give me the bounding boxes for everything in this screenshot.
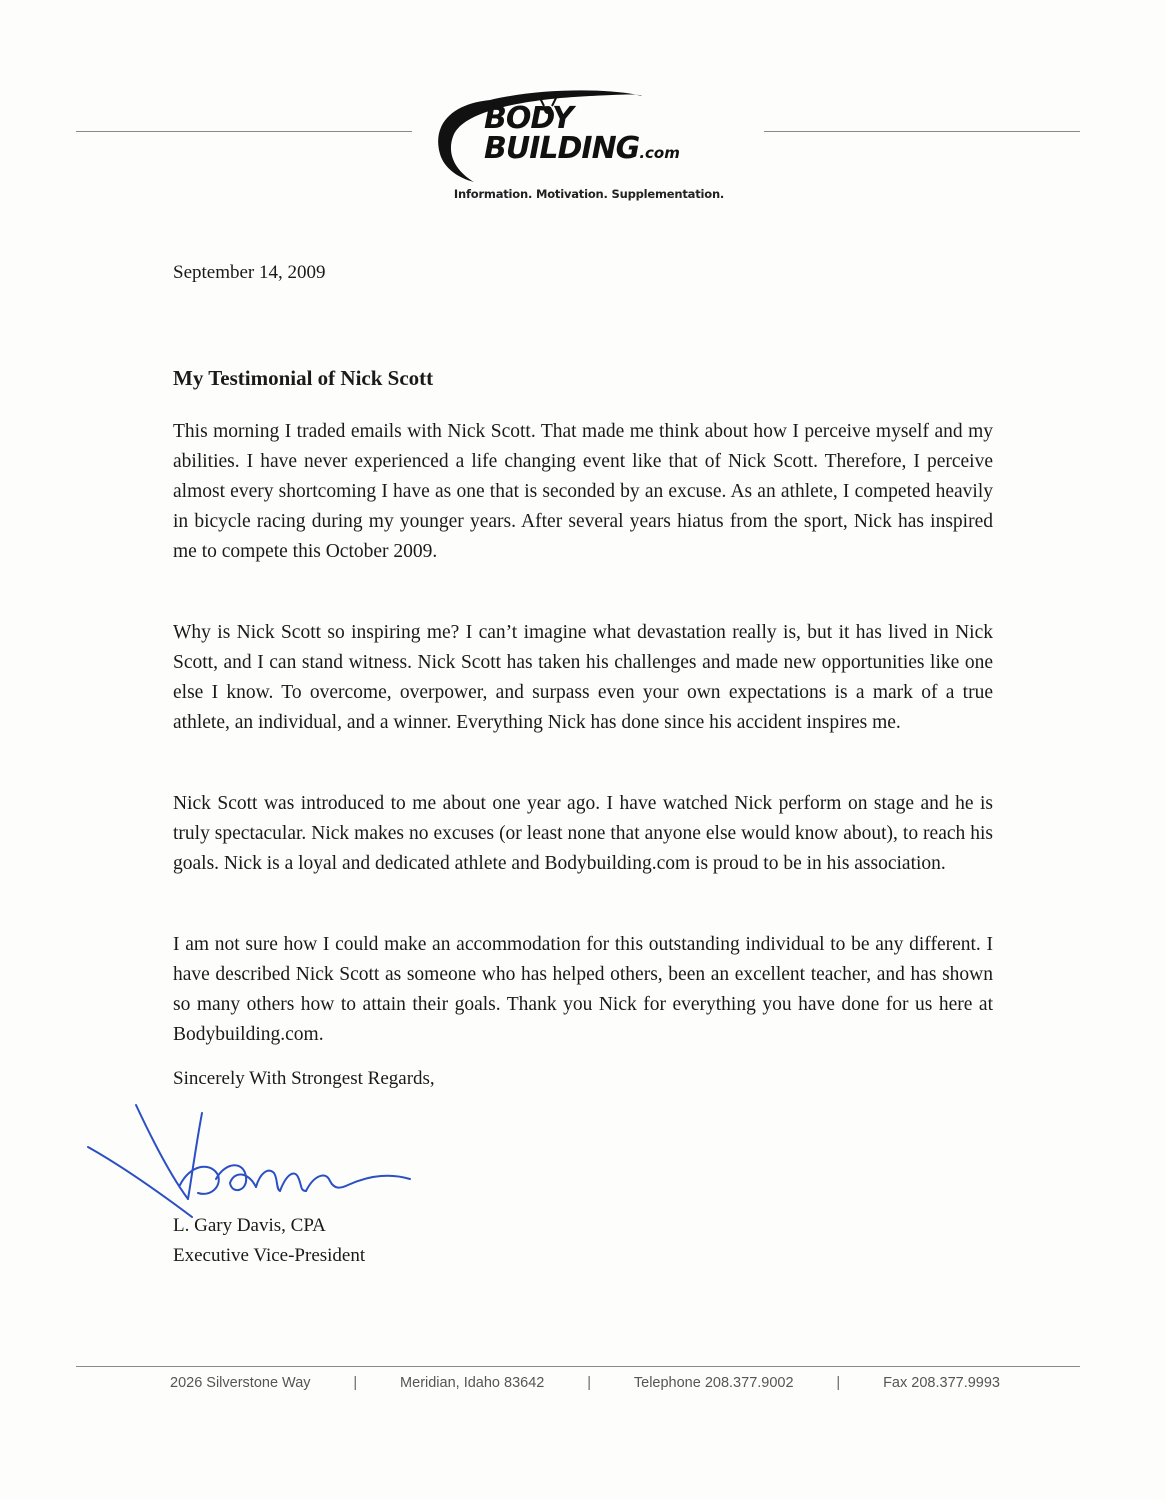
paragraph-1: This morning I traded emails with Nick Scott. That made me think about how I perceive myself and my abilities. I have never experienced a life changing event like that of Nick Scott. Therefore, I perceive almost every shortcoming I have as one that is seconded by an excuse. As an athlete, I competed heavily in bicycle racing during my younger years. After several years hiatus from the sport, Nick has inspired me to compete this October 2009. — [173, 421, 993, 562]
paragraph-4: I am not sure how I could make an accommodation for this outstanding individual to be any different. I have described Nick Scott as someone who has helped others, been an excellent teacher, and has shown so many others how to attain their goals. Thank you Nick for everything you have done for us here at Bodybuilding.com. — [173, 934, 993, 1045]
footer-city: Meridian, Idaho 83642 — [400, 1375, 545, 1391]
footer-address: 2026 Silverstone Way — [170, 1375, 311, 1391]
closing-salutation: Sincerely With Strongest Regards, — [173, 1068, 435, 1089]
paragraph-2: Why is Nick Scott so inspiring me? I can’t imagine what devastation really is, but it has lived in Nick Scott, and I can stand witness. Nick Scott has taken his challenges and made new opportunities like one else I know. To overcome, overpower, and surpass even your own expectations is a mark of a true athlete, an individual, and a winner. Everything Nick has done since his accident inspires me. — [173, 622, 993, 733]
header-rule-left — [76, 131, 412, 132]
company-logo — [430, 84, 750, 184]
footer-telephone: Telephone 208.377.9002 — [633, 1375, 794, 1391]
footer-fax: Fax 208.377.9993 — [883, 1375, 1000, 1391]
footer-rule — [76, 1366, 1080, 1367]
header-rule-right — [764, 131, 1080, 132]
letter-date: September 14, 2009 — [173, 262, 326, 283]
logo-text-dotcom: .com — [639, 144, 680, 162]
footer-contact — [170, 1375, 1000, 1391]
logo-text-building — [484, 131, 680, 166]
letter-title: My Testimonial of Nick Scott — [173, 366, 434, 390]
signer-title: Executive Vice-President — [173, 1245, 366, 1266]
footer-separator: | — [587, 1375, 592, 1391]
signer-name: L. Gary Davis, CPA — [173, 1215, 326, 1236]
logo-text-body: BODY — [484, 101, 573, 136]
footer-separator: | — [836, 1375, 841, 1391]
footer-separator: | — [353, 1375, 358, 1391]
handwritten-signature — [80, 1095, 440, 1235]
logo-text-building-word: BUILDING — [484, 131, 640, 166]
paragraph-3: Nick Scott was introduced to me about one year ago. I have watched Nick perform on stage and he is truly spectacular. Nick makes no excuses (or least none that anyone else would know about), to reach his goals. Nick is a loyal and dedicated athlete and Bodybuilding.com is proud to be in his association. — [173, 793, 993, 874]
letterhead-tagline: Information. Motivation. Supplementation. — [453, 187, 725, 201]
